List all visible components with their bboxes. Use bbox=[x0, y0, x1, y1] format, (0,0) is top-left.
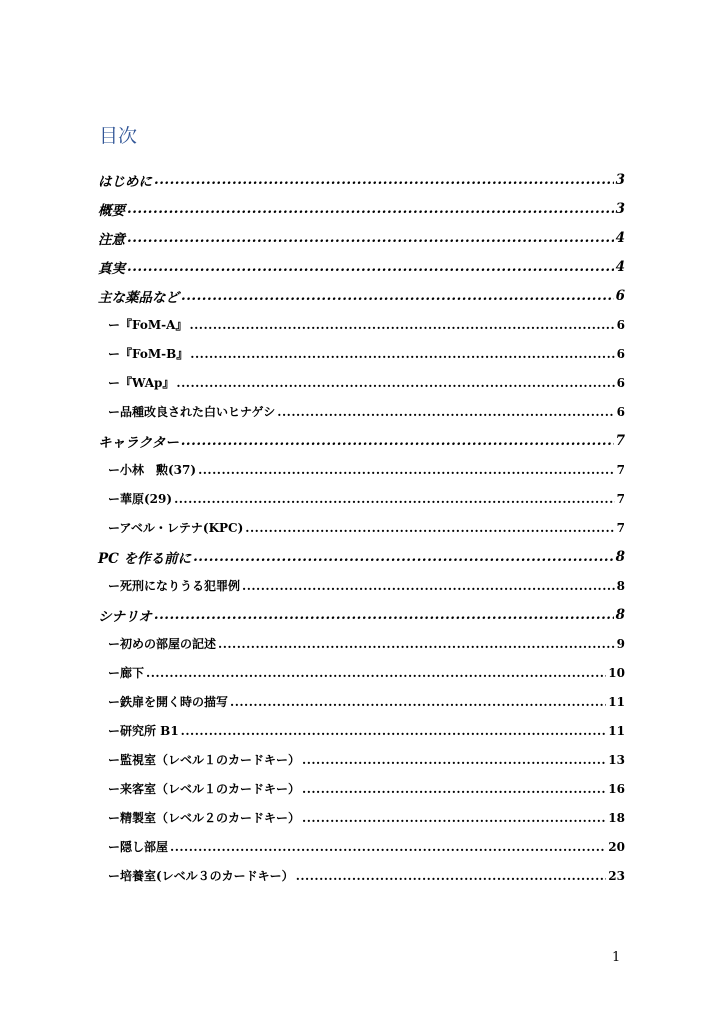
toc-entry-page: 6 bbox=[616, 346, 625, 361]
toc-entry-page: 4 bbox=[615, 258, 625, 275]
toc-dot-leader bbox=[181, 724, 607, 738]
toc-entry-text: はじめに bbox=[98, 173, 152, 190]
toc-entry[interactable] bbox=[108, 571, 625, 600]
toc-entry-text: ー監視室（レベル１のカードキー） bbox=[108, 753, 301, 767]
toc-entry-text: ー隠し部屋 bbox=[108, 840, 169, 854]
toc-entry-page: 8 bbox=[616, 578, 625, 593]
toc-entry-text: ー『WAp』 bbox=[108, 376, 175, 390]
toc-entry[interactable] bbox=[108, 658, 625, 687]
toc-dot-leader bbox=[242, 579, 615, 593]
toc-entry[interactable] bbox=[98, 194, 625, 223]
toc-entry-page: 20 bbox=[608, 839, 625, 854]
toc-entry-page: 7 bbox=[616, 491, 625, 506]
toc-entry-text: キャラクター bbox=[98, 434, 179, 451]
toc-entry-text: シナリオ bbox=[98, 608, 152, 625]
toc-dot-leader bbox=[176, 376, 614, 390]
toc-list bbox=[0, 165, 718, 890]
toc-dot-leader bbox=[218, 637, 615, 651]
toc-entry-page: 6 bbox=[615, 287, 625, 304]
toc-entry-text: ー鉄扉を開く時の描写 bbox=[108, 695, 229, 709]
toc-entry-text: 注意 bbox=[98, 231, 125, 248]
toc-entry-text: ー小林 勲(37) bbox=[108, 463, 197, 477]
toc-dot-leader bbox=[127, 201, 614, 217]
toc-dot-leader bbox=[296, 869, 607, 883]
toc-entry-text: ー死刑になりうる犯罪例 bbox=[108, 579, 241, 593]
toc-entry-page: 6 bbox=[616, 317, 625, 332]
toc-dot-leader bbox=[127, 230, 614, 246]
toc-entry-page: 7 bbox=[616, 462, 625, 477]
toc-entry-text: ー『FoM-A』 bbox=[108, 318, 188, 332]
toc-entry[interactable] bbox=[108, 832, 625, 861]
toc-entry[interactable] bbox=[108, 687, 625, 716]
toc-entry-text: PC を作る前に bbox=[98, 550, 192, 567]
toc-entry[interactable] bbox=[98, 223, 625, 252]
toc-dot-leader bbox=[302, 753, 606, 767]
toc-dot-leader bbox=[174, 492, 615, 506]
toc-entry[interactable] bbox=[98, 252, 625, 281]
toc-entry-text: ー研究所 B1 bbox=[108, 724, 179, 738]
toc-entry[interactable] bbox=[108, 513, 625, 542]
toc-entry-text: ー廊下 bbox=[108, 666, 145, 680]
toc-entry-text: ー『FoM-B』 bbox=[108, 347, 189, 361]
toc-dot-leader bbox=[230, 695, 606, 709]
toc-entry[interactable] bbox=[108, 484, 625, 513]
toc-entry-page: 3 bbox=[615, 200, 625, 217]
toc-entry[interactable] bbox=[108, 397, 625, 426]
toc-entry[interactable] bbox=[98, 281, 625, 310]
toc-dot-leader bbox=[170, 840, 606, 854]
toc-dot-leader bbox=[198, 463, 615, 477]
toc-entry-text: ー精製室（レベル２のカードキー） bbox=[108, 811, 301, 825]
toc-entry[interactable] bbox=[98, 600, 625, 629]
toc-entry[interactable] bbox=[108, 368, 625, 397]
toc-dot-leader bbox=[245, 521, 614, 535]
toc-entry[interactable] bbox=[108, 629, 625, 658]
toc-entry-page: 3 bbox=[615, 171, 625, 188]
toc-entry-page: 18 bbox=[608, 810, 625, 825]
toc-entry-text: ー来客室（レベル１のカードキー） bbox=[108, 782, 301, 796]
toc-entry[interactable] bbox=[108, 310, 625, 339]
toc-dot-leader bbox=[302, 811, 606, 825]
toc-entry-page: 7 bbox=[615, 432, 625, 449]
toc-entry-page: 16 bbox=[608, 781, 625, 796]
toc-entry-page: 11 bbox=[608, 694, 625, 709]
toc-entry-text: ー品種改良された白いヒナゲシ bbox=[108, 405, 276, 419]
toc-entry[interactable] bbox=[108, 861, 625, 890]
toc-entry[interactable] bbox=[108, 745, 625, 774]
toc-entry-text: ー華原(29) bbox=[108, 492, 173, 506]
toc-entry-page: 10 bbox=[608, 665, 625, 680]
toc-dot-leader bbox=[190, 347, 614, 361]
toc-entry-text: ー培養室(レベル３のカードキー） bbox=[108, 869, 294, 883]
toc-entry-page: 13 bbox=[608, 752, 625, 767]
toc-dot-leader bbox=[277, 405, 614, 419]
toc-entry-page: 9 bbox=[616, 636, 625, 651]
page-number: 1 bbox=[612, 950, 621, 965]
toc-dot-leader bbox=[181, 433, 614, 449]
toc-entry[interactable] bbox=[108, 455, 625, 484]
toc-entry[interactable] bbox=[98, 542, 625, 571]
toc-entry-page: 11 bbox=[608, 723, 625, 738]
toc-entry-page: 6 bbox=[616, 404, 625, 419]
toc-dot-leader bbox=[154, 607, 614, 623]
toc-entry[interactable] bbox=[98, 426, 625, 455]
toc-entry[interactable] bbox=[108, 716, 625, 745]
toc-entry-page: 4 bbox=[615, 229, 625, 246]
toc-dot-leader bbox=[181, 288, 614, 304]
toc-dot-leader bbox=[193, 549, 613, 565]
toc-entry-text: 主な薬品など bbox=[98, 289, 179, 306]
toc-entry-page: 23 bbox=[608, 868, 625, 883]
toc-entry-text: 概要 bbox=[98, 202, 125, 219]
toc-title: 目次 bbox=[99, 125, 138, 147]
toc-dot-leader bbox=[154, 172, 614, 188]
toc-dot-leader bbox=[302, 782, 606, 796]
toc-dot-leader bbox=[189, 318, 614, 332]
toc-entry[interactable] bbox=[108, 803, 625, 832]
toc-entry-page: 8 bbox=[615, 548, 625, 565]
toc-entry-text: ーアベル・レテナ(KPC) bbox=[108, 521, 244, 535]
toc-entry-page: 7 bbox=[616, 520, 625, 535]
toc-entry-page: 8 bbox=[615, 606, 625, 623]
toc-entry-text: 真実 bbox=[98, 260, 125, 277]
toc-entry[interactable] bbox=[98, 165, 625, 194]
toc-entry-text: ー初めの部屋の記述 bbox=[108, 637, 217, 651]
toc-dot-leader bbox=[127, 259, 614, 275]
toc-dot-leader bbox=[146, 666, 606, 680]
toc-entry-page: 6 bbox=[616, 375, 625, 390]
toc-entry[interactable] bbox=[108, 339, 625, 368]
toc-entry[interactable] bbox=[108, 774, 625, 803]
